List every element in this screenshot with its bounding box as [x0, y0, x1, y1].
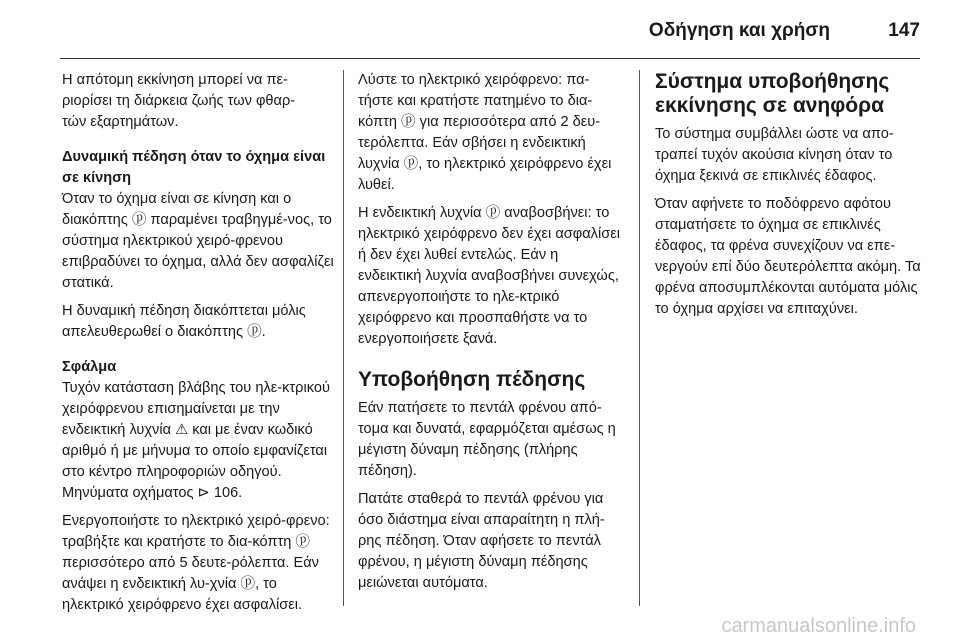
heading-hill-start-assist: Σύστημα υποβοήθησης εκκίνησης σε ανηφόρα	[655, 70, 890, 117]
page-number: 147	[888, 20, 920, 41]
intro-paragraph	[62, 70, 334, 133]
paragraph: Η ενδεικτική λυχνία ⓟ αναβοσβήνει: το ηλεκτρικό χειρόφρενο δεν έχει ασφαλίσει ή δεν έχει λυθεί εντελώς. Εάν η ενδεικτική λυχνία αναβοσβήνει συνεχώς, απενεργοποιήστε το ηλε-κτρικό χειρόφρενο και προσπαθήστε να το ενεργοποιήσετε ξανά.	[358, 205, 620, 347]
paragraph: Τυχόν κατάσταση βλάβης του ηλε-κτρικού χειρόφρενου επισημαίνεται με την ενδεικτική λυχνία ⚠ και με έναν κωδικό αριθμό ή με μήνυμα το οποίο εμφανίζεται στο κέντρο πληροφοριών οδηγού. Μηνύματα οχήματος ⊳ 106.	[62, 380, 330, 501]
header-divider	[60, 58, 920, 59]
intro-line: Η απότομη εκκίνηση μπορεί να πε-	[62, 72, 288, 88]
paragraph: Το σύστημα συμβάλλει ώστε να απο-τραπεί τυχόν ακούσια κίνηση όταν το όχημα ξεκινά σε επικλινές έδαφος.	[655, 126, 894, 184]
paragraph: Όταν αφήνετε το ποδόφρενο αφότου σταματήσετε το όχημα σε επικλινές έδαφος, τα φρένα συνεχίζουν να επε-νεργούν επί δύο δευτερόλεπτα ακόμη. Τα φρένα αποσυμπλέκονται αυτόματα μόλις το όχημα αρχίσει να επιταχύνει.	[655, 196, 921, 317]
paragraph: Ενεργοποιήστε το ηλεκτρικό χειρό-φρενο: τραβήξτε και κρατήστε το δια-κόπτη ⓟ περισσότερο από 5 δευτε-ρόλεπτα. Εάν ανάψει η ενδεικτική λυ-χνία ⓟ, το ηλεκτρικό χειρόφρενο έχει ασφαλίσει.	[62, 513, 330, 613]
heading-brake-assist: Υποβοήθηση πέδησης	[358, 368, 586, 391]
heading-fault: Σφάλμα	[62, 359, 117, 375]
watermark: carmanualsonline.info	[721, 615, 916, 637]
intro-line: τών εξαρτημάτων.	[62, 114, 179, 130]
intro-line: ριορίσει τη διάρκεια ζωής των φθαρ-	[62, 93, 296, 109]
paragraph: Πατάτε σταθερά το πεντάλ φρένου για όσο διάστημα είναι απαραίτητη η πλή-ρης πέδηση. Όταν αφήσετε το πεντάλ φρένου, η μέγιστη δύναμη πέδησης μειώνεται αυτόματα.	[358, 491, 605, 591]
paragraph: Εάν πατήσετε το πεντάλ φρένου από-τομα και δυνατά, εφαρμόζεται αμέσως η μέγιστη δύναμη πέδησης (πλήρης πέδηση).	[358, 400, 616, 479]
column-middle	[358, 70, 624, 601]
paragraph: Όταν το όχημα είναι σε κίνηση και ο διακόπτης ⓟ παραμένει τραβηγμέ-νος, το σύστημα ηλεκτρικού χειρό-φρενου επιβραδύνει το όχημα, αλλά δεν ασφαλίζει στατικά.	[62, 191, 334, 291]
column-divider	[639, 70, 640, 606]
column-divider	[343, 70, 344, 606]
paragraph: Η δυναμική πέδηση διακόπτεται μόλις απελευθερωθεί ο διακόπτης ⓟ.	[62, 303, 306, 340]
page-header	[0, 0, 960, 58]
heading-dynamic-braking: Δυναμική πέδηση όταν το όχημα είναι σε κίνηση	[62, 149, 326, 186]
column-right	[655, 70, 927, 327]
column-left	[62, 70, 334, 623]
paragraph: Λύστε το ηλεκτρικό χειρόφρενο: πα-τήστε και κρατήστε πατημένο το δια-κόπτη ⓟ για περισσότερα από 2 δευ-τερόλεπτα. Εάν σβήσει η ενδεικτική λυχνία ⓟ, το ηλεκτρικό χειρόφρενο έχει λυθεί.	[358, 72, 612, 193]
chapter-title: Οδήγηση και χρήση	[648, 20, 830, 41]
